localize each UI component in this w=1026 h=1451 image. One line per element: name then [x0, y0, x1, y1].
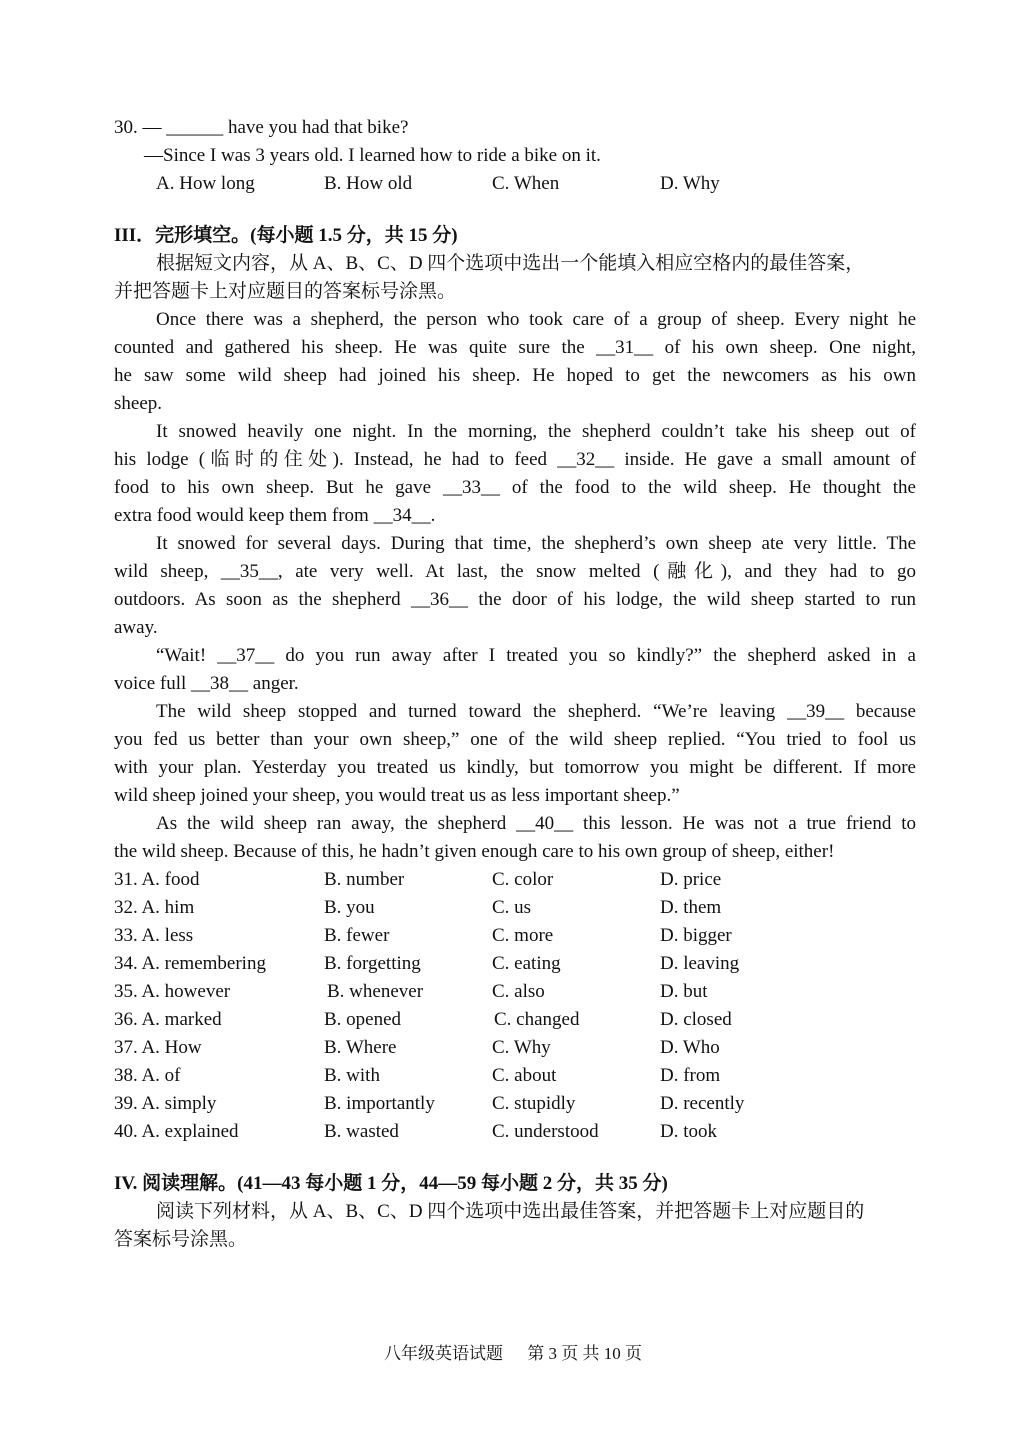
section4-instruction-1: 阅读下列材料，从 A、B、C、D 四个选项中选出最佳答案，并把答题卡上对应题目的: [156, 1201, 865, 1222]
option-c: C. Why: [492, 1037, 551, 1058]
q30-option-c: C. When: [492, 173, 560, 194]
option-d: D. bigger: [660, 925, 732, 946]
option-d: D. leaving: [660, 953, 740, 974]
option-b: B. number: [324, 869, 405, 890]
section4-instruction-2: 答案标号涂黑。: [114, 1229, 248, 1250]
option-a: 31. A. food: [114, 869, 200, 890]
option-c: C. changed: [494, 1009, 580, 1030]
passage-line: his lodge (临时的住处). Instead, he had to feed __32__ inside. He gave a small amount of: [114, 449, 916, 470]
passage-line: food to his own sheep. But he gave __33__ of the food to the wild sheep. He thought the: [114, 477, 916, 498]
passage-line: extra food would keep them from __34__.: [114, 505, 436, 526]
option-d: D. closed: [660, 1009, 732, 1030]
passage-line: The wild sheep stopped and turned toward the shepherd. “We’re leaving __39__ because: [156, 701, 916, 722]
question-row-31: [114, 866, 916, 894]
passage-line: wild sheep joined your sheep, you would treat us as less important sheep.”: [114, 785, 680, 806]
passage-line: with your plan. Yesterday you treated us kindly, but tomorrow you might be different. If more: [114, 757, 916, 778]
question-row-40: [114, 1118, 916, 1146]
passage-line: “Wait! __37__ do you run away after I treated you so kindly?” the shepherd asked in a: [156, 645, 916, 666]
passage-line: he saw some wild sheep had joined his sheep. He hoped to get the newcomers as his own: [114, 365, 916, 386]
section3-instruction-1: 根据短文内容，从 A、B、C、D 四个选项中选出一个能填入相应空格内的最佳答案，: [156, 253, 865, 274]
option-d: D. price: [660, 869, 722, 890]
section4-heading: IV. 阅读理解。(41—43 每小题 1 分，44—59 每小题 2 分，共 35 分): [114, 1173, 668, 1194]
question-row-35: [114, 978, 916, 1006]
question-row-39: [114, 1090, 916, 1118]
q30-option-a: A. How long: [156, 173, 255, 194]
option-c: C. understood: [492, 1121, 599, 1142]
footer-page-number: 第 3 页 共 10 页: [527, 1344, 642, 1363]
passage-line: outdoors. As soon as the shepherd __36__ the door of his lodge, the wild sheep started to run: [114, 589, 916, 610]
option-d: D. Who: [660, 1037, 720, 1058]
option-c: C. about: [492, 1065, 557, 1086]
option-c: C. us: [492, 897, 532, 918]
exam-page: [114, 114, 916, 1254]
option-b: B. whenever: [327, 981, 424, 1002]
passage-line: voice full __38__ anger.: [114, 673, 299, 694]
passage-line: sheep.: [114, 393, 163, 414]
option-c: C. color: [492, 869, 554, 890]
passage-line: away.: [114, 617, 158, 638]
section-reading: [114, 1170, 916, 1254]
option-b: B. wasted: [324, 1121, 399, 1142]
option-b: B. Where: [324, 1037, 397, 1058]
option-b: B. forgetting: [324, 953, 421, 974]
option-a: 32. A. him: [114, 897, 195, 918]
section3-heading: III．完形填空。(每小题 1.5 分，共 15 分): [114, 225, 458, 246]
passage-line: As the wild sheep ran away, the shepherd __40__ this lesson. He was not a true friend to: [156, 813, 916, 834]
option-a: 40. A. explained: [114, 1121, 239, 1142]
option-d: D. took: [660, 1121, 717, 1142]
section3-instruction-2: 并把答题卡上对应题目的答案标号涂黑。: [114, 281, 457, 302]
option-d: D. them: [660, 897, 722, 918]
option-d: D. recently: [660, 1093, 745, 1114]
option-b: B. with: [324, 1065, 380, 1086]
option-c: C. eating: [492, 953, 561, 974]
option-b: B. fewer: [324, 925, 390, 946]
option-b: B. opened: [324, 1009, 402, 1030]
option-c: C. also: [492, 981, 545, 1002]
option-d: D. but: [660, 981, 708, 1002]
option-c: C. stupidly: [492, 1093, 576, 1114]
q30-option-d: D. Why: [660, 173, 720, 194]
option-a: 36. A. marked: [114, 1009, 222, 1030]
passage-line: Once there was a shepherd, the person who took care of a group of sheep. Every night he: [156, 309, 916, 330]
question-row-33: [114, 922, 916, 950]
passage-line: the wild sheep. Because of this, he hadn’t given enough care to his own group of sheep, either!: [114, 841, 835, 862]
option-b: B. you: [324, 897, 375, 918]
option-a: 38. A. of: [114, 1065, 181, 1086]
option-a: 39. A. simply: [114, 1093, 217, 1114]
option-a: 35. A. however: [114, 981, 231, 1002]
q30-option-b: B. How old: [324, 173, 413, 194]
footer-title: 八年级英语试题: [384, 1344, 503, 1363]
question-row-38: [114, 1062, 916, 1090]
option-b: B. importantly: [324, 1093, 435, 1114]
option-d: D. from: [660, 1065, 721, 1086]
question-30: [114, 114, 916, 198]
passage-line: It snowed for several days. During that time, the shepherd’s own sheep ate very little. The: [156, 533, 916, 554]
passage-line: counted and gathered his sheep. He was quite sure the __31__ of his own sheep. One night,: [114, 337, 916, 358]
passage-line: wild sheep, __35__, ate very well. At last, the snow melted (融化), and they had to go: [114, 561, 916, 582]
question-row-37: [114, 1034, 916, 1062]
passage-line: you fed us better than your own sheep,” one of the wild sheep replied. “You tried to fool us: [114, 729, 916, 750]
question-row-36: [114, 1006, 916, 1034]
section-cloze: [114, 222, 916, 1146]
question-row-32: [114, 894, 916, 922]
q30-line2: —Since I was 3 years old. I learned how to ride a bike on it.: [144, 145, 601, 166]
option-c: C. more: [492, 925, 554, 946]
option-a: 33. A. less: [114, 925, 194, 946]
question-row-34: [114, 950, 916, 978]
option-a: 34. A. remembering: [114, 953, 266, 974]
cloze-passage: [114, 306, 916, 866]
option-a: 37. A. How: [114, 1037, 202, 1058]
page-footer: [0, 1342, 1026, 1366]
q30-line1: 30. — ______ have you had that bike?: [114, 117, 409, 138]
q30-options: [114, 170, 916, 198]
passage-line: It snowed heavily one night. In the morning, the shepherd couldn’t take his sheep out of: [156, 421, 916, 442]
cloze-options: [114, 866, 916, 1146]
